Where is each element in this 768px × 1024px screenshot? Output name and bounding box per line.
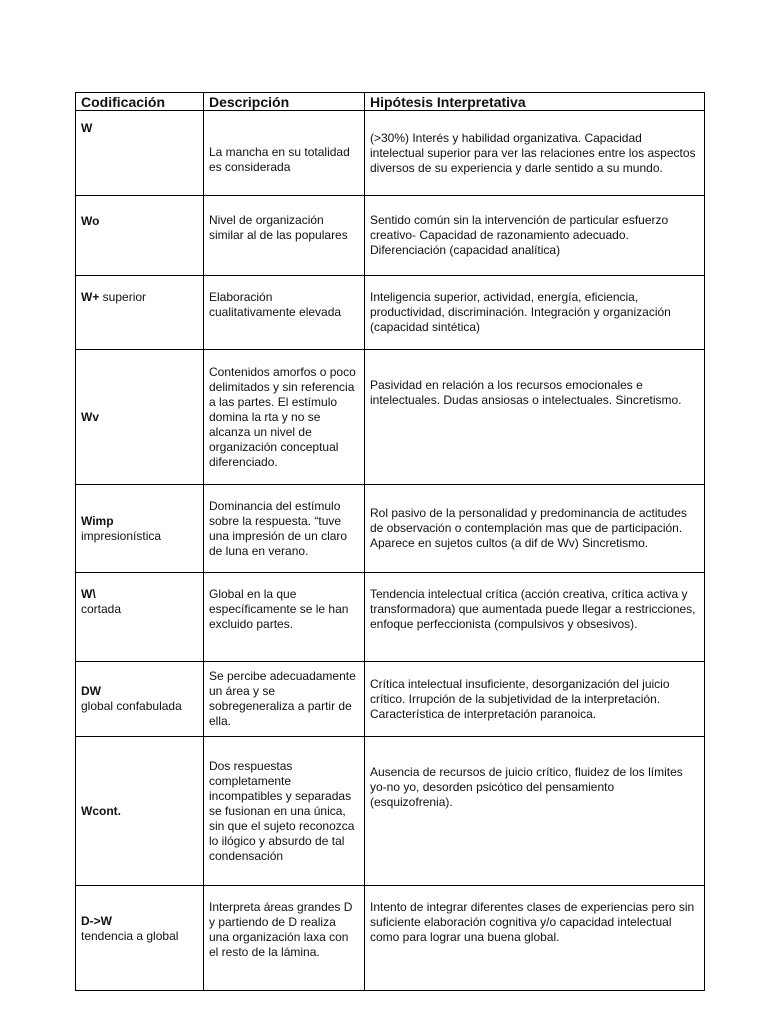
hypothesis-cell: Sentido común sin la intervención de particular esfuerzo creativo- Capacidad de razonamiento adecuado. Diferenciación (capacidad analítica) — [365, 196, 705, 276]
code-cell — [76, 573, 204, 662]
code-sublabel: tendencia a global — [81, 929, 179, 943]
code-label: W\ — [81, 587, 96, 601]
description-cell: Nivel de organización similar al de las populares — [204, 196, 365, 276]
description-cell: Contenidos amorfos o poco delimitados y sin referencia a las partes. El estímulo domina la rta y no se alcanza un nivel de organización conceptual diferenciado. — [204, 350, 365, 485]
header-codificacion: Codificación — [76, 93, 204, 111]
hypothesis-cell: Intento de integrar diferentes clases de experiencias pero sin suficiente elaboración cognitiva y/o capacidad intelectual como para lograr una buena global. — [365, 886, 705, 991]
hypothesis-cell: Crítica intelectual insuficiente, desorganización del juicio crítico. Irrupción de la subjetividad de la interpretación. Característica de interpretación paranoica. — [365, 662, 705, 737]
header-hipotesis: Hipótesis Interpretativa — [365, 93, 705, 111]
code-sublabel: impresionística — [81, 528, 162, 543]
code-cell — [76, 662, 204, 737]
hypothesis-cell: Inteligencia superior, actividad, energía, eficiencia, productividad, discriminación. Integración y organización (capacidad sintética) — [365, 276, 705, 350]
code-label: Wimp — [81, 513, 114, 528]
description-cell: Se percibe adecuadamente un área y se sobregeneraliza a partir de ella. — [204, 662, 365, 737]
code-sublabel: superior — [99, 290, 147, 304]
code-cell — [76, 111, 204, 196]
table-row — [76, 350, 705, 485]
description-cell: Dominancia del estímulo sobre la respuesta. “tuve una impresión de un claro de luna en verano. — [204, 485, 365, 573]
code-label: Wo — [81, 214, 100, 228]
code-label: Wv — [81, 409, 99, 424]
header-descripcion: Descripción — [204, 93, 365, 111]
code-cell — [76, 737, 204, 886]
header-row — [76, 93, 705, 111]
hypothesis-cell: Rol pasivo de la personalidad y predominancia de actitudes de observación o contemplación mas que de participación. Aparece en sujetos cultos (a dif de Wv) Sincretismo. — [365, 485, 705, 573]
description-cell: Global en la que específicamente se le han excluido partes. — [204, 573, 365, 662]
table-row — [76, 111, 705, 196]
code-cell — [76, 196, 204, 276]
description-cell: Elaboración cualitativamente elevada — [204, 276, 365, 350]
table-row — [76, 485, 705, 573]
table-row — [76, 276, 705, 350]
codification-table — [75, 92, 705, 991]
description-cell: La mancha en su totalidad es considerada — [204, 111, 365, 196]
code-cell — [76, 485, 204, 573]
code-cell — [76, 276, 204, 350]
hypothesis-cell: Pasividad en relación a los recursos emocionales e intelectuales. Dudas ansiosas o intelectuales. Sincretismo. — [365, 350, 705, 485]
table-row — [76, 573, 705, 662]
table-row — [76, 737, 705, 886]
description-cell: Dos respuestas completamente incompatibles y separadas se fusionan en una única, sin que el sujeto reconozca lo ilógico y absurdo de tal condensación — [204, 737, 365, 886]
code-label: Wcont. — [81, 803, 121, 818]
code-sublabel: global confabulada — [81, 699, 182, 713]
code-label: W+ — [81, 290, 100, 304]
table-row — [76, 886, 705, 991]
code-label: DW — [81, 684, 101, 698]
hypothesis-cell: (>30%) Interés y habilidad organizativa. Capacidad intelectual superior para ver las relaciones entre los aspectos diversos de su experiencia y darle sentido a su mundo. — [365, 111, 705, 196]
hypothesis-cell: Tendencia intelectual crítica (acción creativa, crítica activa y transformadora) que aumentada puede llegar a restricciones, enfoque perfeccionista (compulsivos y obsesivos). — [365, 573, 705, 662]
code-cell — [76, 886, 204, 991]
table-row — [76, 196, 705, 276]
code-sublabel: cortada — [81, 602, 122, 616]
code-label: D->W — [81, 914, 112, 928]
description-cell: Interpreta áreas grandes D y partiendo de D realiza una organización laxa con el resto de la lámina. — [204, 886, 365, 991]
table-row — [76, 662, 705, 737]
hypothesis-cell: Ausencia de recursos de juicio crítico, fluidez de los límites yo-no yo, desorden psicótico del pensamiento (esquizofrenia). — [365, 737, 705, 886]
code-label: W — [81, 121, 93, 135]
code-cell — [76, 350, 204, 485]
